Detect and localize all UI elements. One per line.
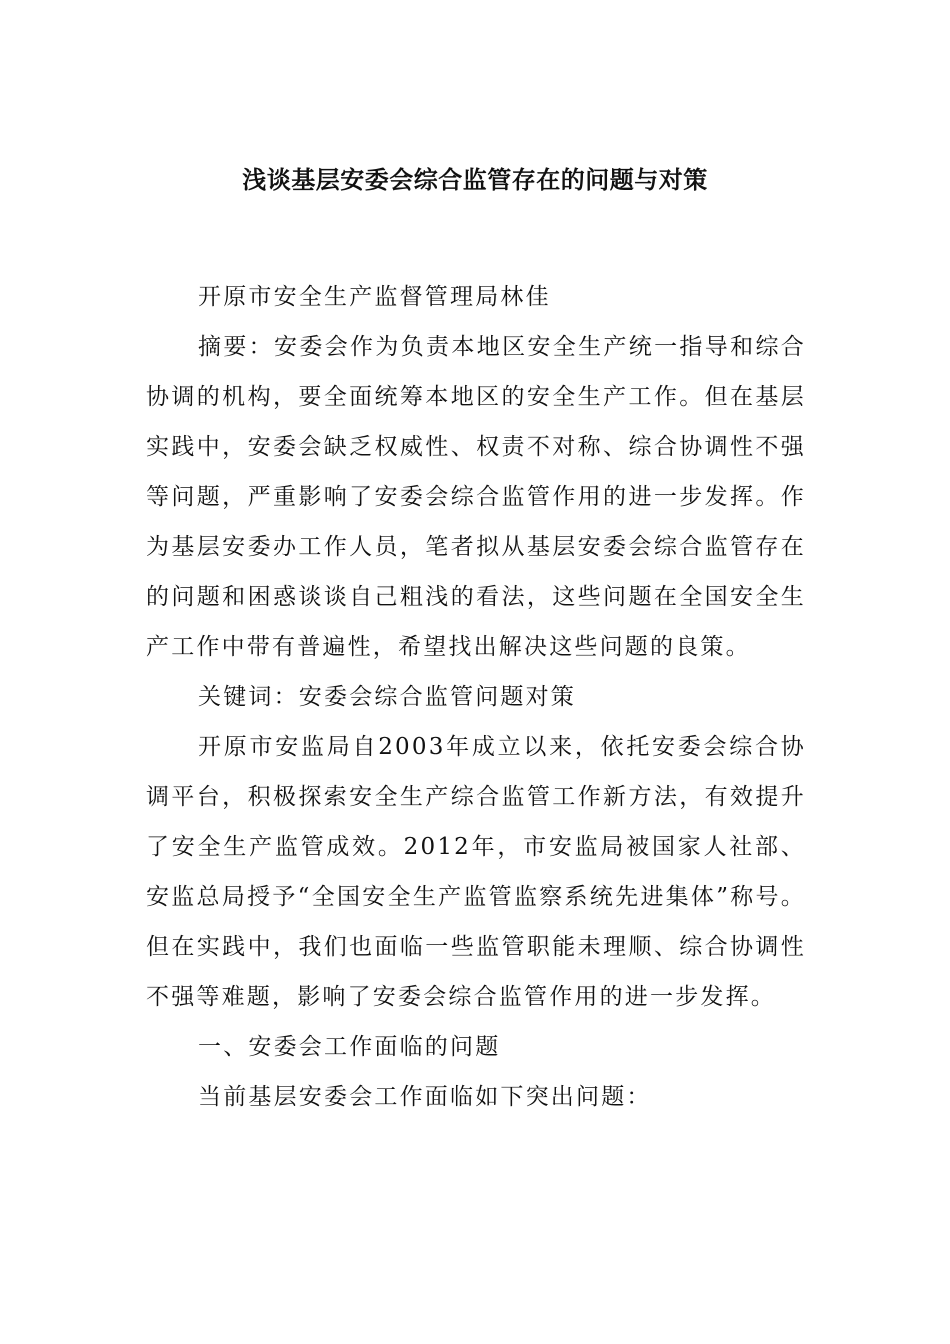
keywords-line: 关键词：安委会综合监管问题对策 [198, 684, 576, 710]
intro-paragraph: 开原市安监局自2003年成立以来，依托安委会综合协调平台，积极探索安全生产综合监管工作新方法，有效提升了安全生产监管成效。2012年，市安监局被国家人社部、安监总局授予“全国安全生产监管监察系统先进集体”称号。但在实践中，我们也面临一些监管职能未理顺、综合协调性不强等难题，影响了安委会综合监管作用的进一步发挥。 [146, 734, 806, 1010]
section-lead-paragraph: 当前基层安委会工作面临如下突出问题： [198, 1084, 652, 1110]
author-line: 开原市安全生产监督管理局林佳 [198, 284, 551, 310]
document-title: 浅谈基层安委会综合监管存在的问题与对策 [242, 165, 708, 194]
document-body [146, 272, 806, 1122]
section-heading: 一、安委会工作面临的问题 [198, 1034, 501, 1060]
abstract-paragraph: 摘要：安委会作为负责本地区安全生产统一指导和综合协调的机构，要全面统筹本地区的安全生产工作。但在基层实践中，安委会缺乏权威性、权责不对称、综合协调性不强等问题，严重影响了安委会综合监管作用的进一步发挥。作为基层安委办工作人员，笔者拟从基层安委会综合监管存在的问题和困惑谈谈自己粗浅的看法，这些问题在全国安全生产工作中带有普遍性，希望找出解决这些问题的良策。 [146, 334, 806, 660]
